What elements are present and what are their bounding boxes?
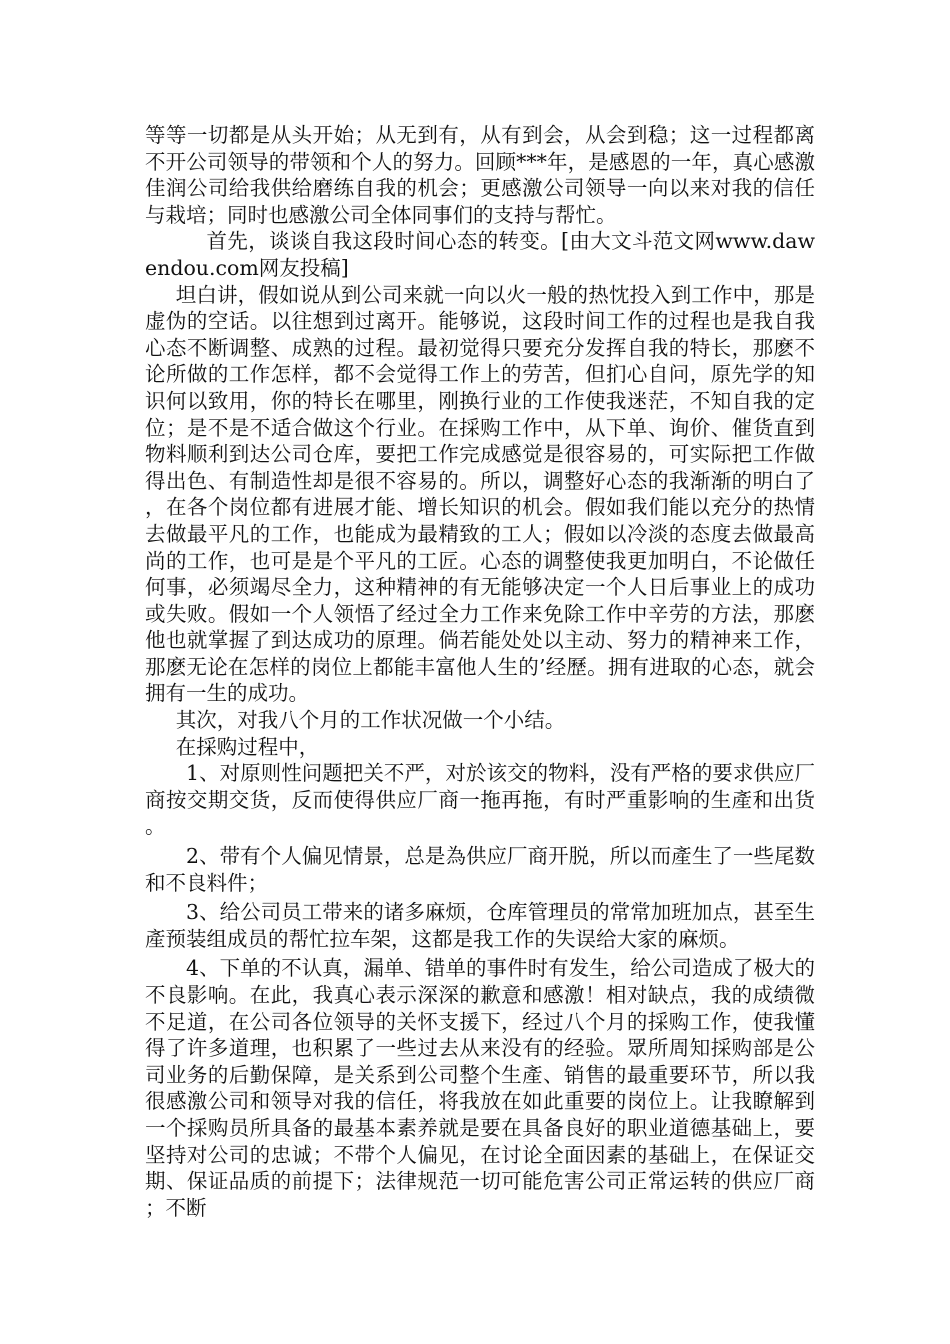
paragraph-mindset-body: 坦白讲，假如说从到公司来就一向以火一般的热忱投入到工作中，那是虚伪的空话。以往想到过离开。能够说，这段时间工作的过程也是我自我心态不断调整、成熟的过程。最初觉得只要充分发挥自我的特长，那麽不论所做的工作怎样，都不会觉得工作上的劳苦，但扪心自问，原先学的知识何以致用，你的特长在哪里，刚换行业的工作使我迷茫，不知自我的定位；是不是不适合做这个行业。在採购工作中，从下单、询价、催货直到物料顺利到达公司仓库，要把工作完成感觉是很容易的，可实际把工作做得出色、有制造性却是很不容易的。所以，调整好心态的我渐渐的明白了，在各个岗位都有进展才能、增长知识的机会。假如我们能以充分的热情去做最平凡的工作，也能成为最精致的工人；假如以冷淡的态度去做最高尚的工作，也可是是个平凡的工匠。心态的调整使我更加明白，不论做任何事，必须竭尽全力，这种精神的有无能够决定一个人日后事业上的成功或失败。假如一个人领悟了经过全力工作来免除工作中辛劳的方法，那麽他也就掌握了到达成功的原理。倘若能处处以主动、努力的精神来工作，那麽无论在怎样的岗位上都能丰富他人生的’经歷。拥有进取的心态，就会拥有一生的成功。 — [145, 282, 815, 706]
list-item-1: 1、对原则性问题把关不严，对於该交的物料，没有严格的要求供应厂商按交期交货，反而使得供应厂商一拖再拖，有时严重影响的生產和出货。 — [145, 761, 815, 839]
paragraph-gratitude: 等等一切都是从头开始；从无到有，从有到会，从会到稳；这一过程都离不开公司领导的带领和个人的努力。回顾***年，是感恩的一年，真心感激佳润公司给我供给磨练自我的机会；更感激公司领导一向以来对我的信任与栽培；同时也感激公司全体同事们的支持与帮忙。 — [145, 123, 815, 227]
list-item-4: 4、下单的不认真，漏单、错单的事件时有发生，给公司造成了极大的不良影响。在此，我真心表示深深的歉意和感激！相对缺点，我的成绩微不足道，在公司各位领导的关怀支援下，经过八个月的採购工作，使我懂得了许多道理，也积累了一些过去从来没有的经验。眾所周知採购部是公司业务的后勤保障，是关系到公司整个生產、销售的最重要环节，所以我很感激公司和领导对我的信任，将我放在如此重要的岗位上。让我瞭解到一个採购员所具备的最基本素养就是要在具备良好的职业道德基础上，要坚持对公司的忠诚；不带个人偏见，在讨论全面因素的基础上，在保证交期、保证品质的前提下；法律规范一切可能危害公司正常运转的供应厂商；不断 — [145, 956, 815, 1220]
paragraph-purchasing-intro: 在採购过程中， — [175, 734, 320, 759]
paragraph-summary-heading: 其次，对我八个月的工作状况做一个小结。 — [175, 708, 566, 733]
list-item-3: 3、给公司员工带来的诸多麻烦，仓库管理员的常常加班加点，甚至生產预装组成员的帮忙拉车架，这都是我工作的失误给大家的麻烦。 — [145, 900, 815, 951]
paragraph-mindset-heading: 首先，谈谈自我这段时间心态的转变。[由大文斗范文网www.dawendou.com网友投稿] — [145, 229, 815, 280]
document-body — [145, 122, 815, 1221]
list-item-2: 2、带有个人偏见情景，总是為供应厂商开脱，所以而產生了一些尾数和不良料件； — [145, 844, 815, 895]
